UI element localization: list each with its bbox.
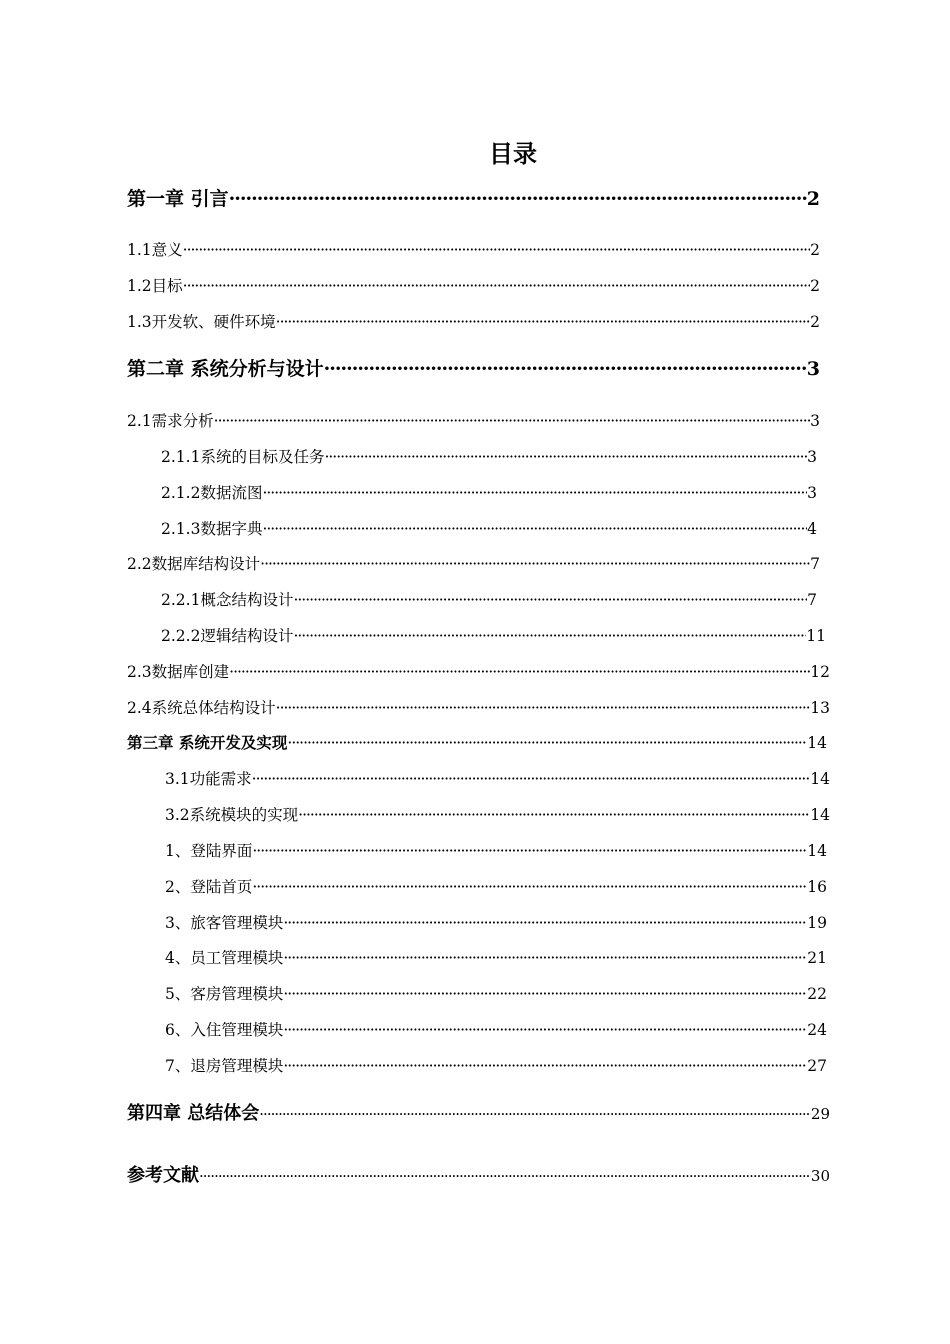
toc-entry-label: 2.2数据库结构设计 xyxy=(127,555,261,573)
toc-entry-module-5[interactable] xyxy=(165,982,827,1006)
toc-entry-2-1[interactable] xyxy=(127,409,820,433)
toc-entry-label: 4、员工管理模块 xyxy=(165,949,284,967)
toc-entry-label: 2.3数据库创建 xyxy=(127,663,230,681)
toc-entry-page: 27 xyxy=(807,1057,827,1075)
toc-entry-1-2[interactable] xyxy=(127,274,820,298)
dot-leader xyxy=(283,982,807,1006)
dot-leader xyxy=(276,310,810,334)
toc-entry-3-1[interactable] xyxy=(165,767,830,791)
toc-entry-page: 2 xyxy=(810,313,820,331)
dot-leader xyxy=(252,875,807,899)
toc-entry-page: 2 xyxy=(806,188,820,210)
toc-entry-2-1-1[interactable] xyxy=(161,445,817,469)
dot-leader xyxy=(276,696,811,720)
toc-entry-module-6[interactable] xyxy=(165,1018,827,1042)
dot-leader xyxy=(283,1054,807,1078)
toc-entry-chapter-4[interactable] xyxy=(127,1100,830,1128)
toc-entry-module-3[interactable] xyxy=(165,911,827,935)
toc-entry-label: 2.1.2数据流图 xyxy=(161,484,263,502)
toc-entry-page: 11 xyxy=(806,627,826,645)
toc-entry-label: 3、旅客管理模块 xyxy=(165,914,284,932)
toc-entry-label: 3.1功能需求 xyxy=(165,770,252,788)
dot-leader xyxy=(324,355,807,383)
toc-entry-label: 2.1.3数据字典 xyxy=(161,520,263,538)
toc-entry-label: 第四章 总结体会 xyxy=(127,1103,260,1124)
toc-entry-3-2[interactable] xyxy=(165,803,830,827)
toc-entry-label: 第二章 系统分析与设计 xyxy=(127,358,324,380)
toc-entry-page: 3 xyxy=(810,412,820,430)
toc-entry-module-7[interactable] xyxy=(165,1054,827,1078)
toc-entry-label: 3.2系统模块的实现 xyxy=(165,806,299,824)
dot-leader xyxy=(293,624,806,648)
toc-entry-label: 6、入住管理模块 xyxy=(165,1021,284,1039)
toc-entry-2-3[interactable] xyxy=(127,660,830,684)
dot-leader xyxy=(298,803,810,827)
toc-entry-label: 2.4系统总体结构设计 xyxy=(127,699,276,717)
dot-leader xyxy=(283,1018,807,1042)
toc-entry-page: 13 xyxy=(810,699,830,717)
toc-entry-chapter-1[interactable] xyxy=(127,185,820,213)
toc-entry-module-1[interactable] xyxy=(165,839,827,863)
dot-leader xyxy=(283,946,807,970)
toc-entry-module-4[interactable] xyxy=(165,946,827,970)
toc-entry-label: 1.2目标 xyxy=(127,277,183,295)
toc-entry-1-3[interactable] xyxy=(127,310,820,334)
toc-entry-page: 2 xyxy=(810,241,820,259)
toc-entry-2-4[interactable] xyxy=(127,696,830,720)
toc-entry-label: 2、登陆首页 xyxy=(165,878,253,896)
toc-entry-2-2-1[interactable] xyxy=(161,588,817,612)
dot-leader xyxy=(324,445,807,469)
dot-leader xyxy=(260,552,810,576)
toc-entry-page: 2 xyxy=(810,277,820,295)
toc-title: 目录 xyxy=(489,140,537,168)
toc-entry-module-2[interactable] xyxy=(165,875,827,899)
dot-leader xyxy=(259,1100,811,1128)
toc-entry-label: 2.1需求分析 xyxy=(127,412,214,430)
toc-entry-2-1-3[interactable] xyxy=(161,517,817,541)
toc-entry-page: 7 xyxy=(810,555,820,573)
toc-entry-page: 30 xyxy=(810,1167,830,1185)
toc-entry-label: 1.1意义 xyxy=(127,241,183,259)
dot-leader xyxy=(214,409,810,433)
toc-entry-page: 14 xyxy=(807,842,827,860)
dot-leader xyxy=(229,660,810,684)
dot-leader xyxy=(229,185,807,213)
toc-entry-references[interactable] xyxy=(127,1162,830,1190)
toc-entry-label: 1、登陆界面 xyxy=(165,842,253,860)
toc-entry-page: 22 xyxy=(807,985,827,1003)
dot-leader xyxy=(293,588,807,612)
toc-entry-page: 14 xyxy=(810,770,830,788)
dot-leader xyxy=(252,839,807,863)
toc-entry-page: 14 xyxy=(807,734,827,752)
toc-entry-page: 7 xyxy=(807,591,817,609)
toc-entry-page: 19 xyxy=(807,914,827,932)
toc-entry-2-2-2[interactable] xyxy=(161,624,826,648)
toc-entry-1-1[interactable] xyxy=(127,238,820,262)
toc-entry-label: 第三章 系统开发及实现 xyxy=(127,734,288,752)
toc-entry-label: 1.3开发软、硬件环境 xyxy=(127,313,276,331)
dot-leader xyxy=(262,517,807,541)
toc-entry-label: 参考文献 xyxy=(127,1165,199,1186)
toc-entry-page: 3 xyxy=(807,484,817,502)
toc-entry-label: 2.2.1概念结构设计 xyxy=(161,591,294,609)
toc-entry-label: 2.1.1系统的目标及任务 xyxy=(161,448,325,466)
toc-entry-page: 16 xyxy=(807,878,827,896)
toc-entry-label: 第一章 引言 xyxy=(127,188,229,210)
toc-entry-page: 3 xyxy=(806,358,820,380)
toc-entry-label: 5、客房管理模块 xyxy=(165,985,284,1003)
toc-entry-page: 21 xyxy=(807,949,827,967)
toc-entry-label: 2.2.2逻辑结构设计 xyxy=(161,627,294,645)
dot-leader xyxy=(252,767,811,791)
toc-entry-page: 12 xyxy=(810,663,830,681)
toc-entry-page: 29 xyxy=(810,1105,830,1123)
toc-entry-label: 7、退房管理模块 xyxy=(165,1057,284,1075)
toc-entry-chapter-2[interactable] xyxy=(127,355,820,383)
dot-leader xyxy=(183,238,810,262)
toc-entry-page: 4 xyxy=(807,520,817,538)
dot-leader xyxy=(287,731,807,755)
dot-leader xyxy=(183,274,810,298)
dot-leader xyxy=(283,911,807,935)
toc-entry-page: 3 xyxy=(807,448,817,466)
toc-entry-page: 24 xyxy=(807,1021,827,1039)
dot-leader xyxy=(262,481,807,505)
toc-entry-chapter-3[interactable] xyxy=(127,731,827,755)
toc-entry-page: 14 xyxy=(810,806,830,824)
toc-entry-2-2[interactable] xyxy=(127,552,820,576)
toc-entry-2-1-2[interactable] xyxy=(161,481,817,505)
dot-leader xyxy=(199,1162,811,1190)
